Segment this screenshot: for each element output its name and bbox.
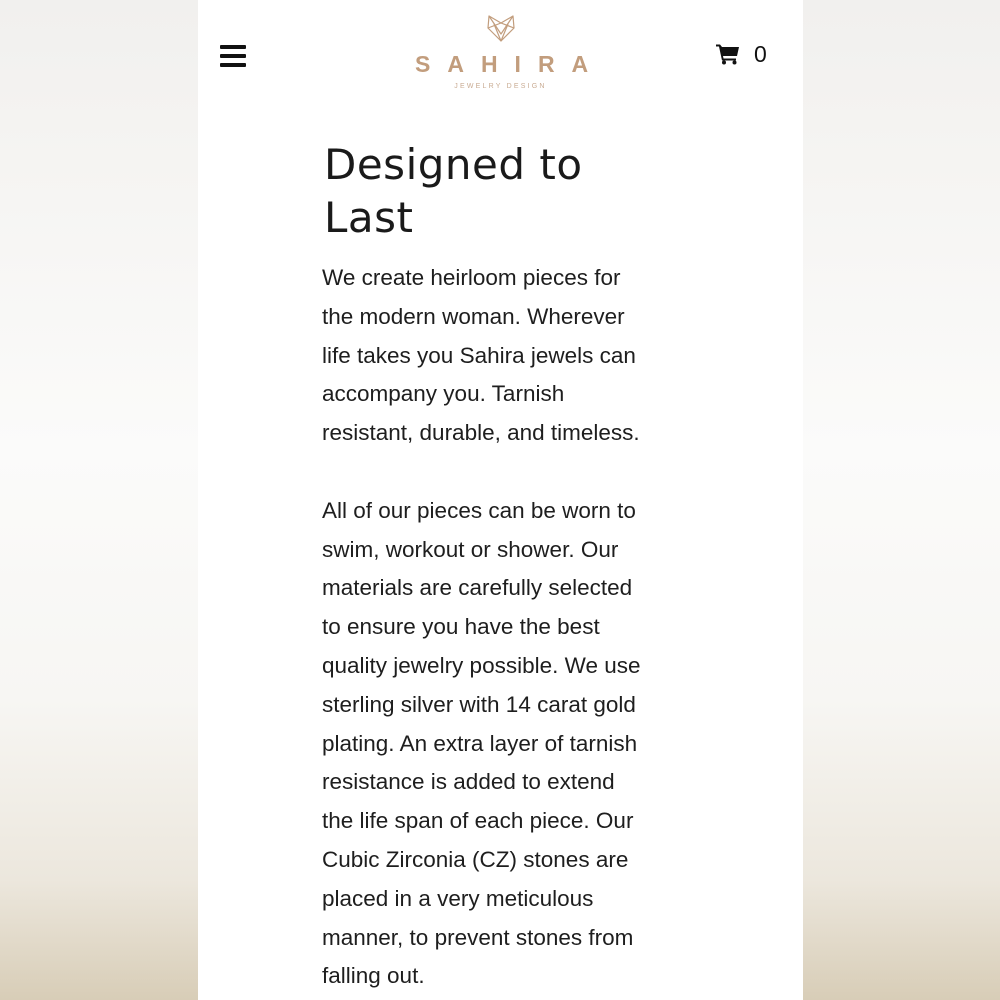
brand-tagline: JEWELRY DESIGN bbox=[454, 83, 547, 90]
intro-paragraph bbox=[322, 259, 692, 453]
text-line: manner, to prevent stones from bbox=[322, 924, 634, 950]
text-line: accompany you. Tarnish bbox=[322, 381, 565, 407]
hamburger-menu-icon bbox=[220, 45, 246, 49]
text-line: the modern woman. Wherever bbox=[322, 303, 625, 329]
geometric-fox-head-icon bbox=[486, 14, 516, 42]
text-line: the life span of each piece. Our bbox=[322, 808, 634, 834]
text-line: resistant, durable, and timeless. bbox=[322, 420, 640, 446]
cart-count: 0 bbox=[754, 41, 767, 67]
page-title-line: Last bbox=[324, 193, 414, 242]
text-line: swim, workout or shower. Our bbox=[322, 536, 619, 562]
hamburger-menu-icon-bar bbox=[220, 63, 246, 67]
main-content bbox=[322, 138, 692, 996]
materials-paragraph bbox=[322, 492, 692, 996]
text-line: resistance is added to extend bbox=[322, 769, 615, 795]
menu-button[interactable] bbox=[220, 45, 246, 67]
text-line: life takes you Sahira jewels can bbox=[322, 342, 636, 368]
text-line: to ensure you have the best bbox=[322, 614, 600, 640]
page-title bbox=[324, 138, 692, 244]
text-line: materials are carefully selected bbox=[322, 575, 633, 601]
text-line: All of our pieces can be worn to bbox=[322, 497, 636, 523]
cart-button[interactable] bbox=[716, 42, 767, 66]
text-line: plating. An extra layer of tarnish bbox=[322, 730, 638, 756]
brand-name: SAHIRA bbox=[415, 51, 606, 77]
page-title-line: Designed to bbox=[324, 140, 583, 189]
text-line: quality jewelry possible. We use bbox=[322, 652, 641, 678]
text-line: Cubic Zirconia (CZ) stones are bbox=[322, 846, 629, 872]
shopping-cart-icon bbox=[716, 43, 740, 65]
hamburger-menu-icon-bar bbox=[220, 54, 246, 58]
text-line: We create heirloom pieces for bbox=[322, 265, 621, 290]
text-line: sterling silver with 14 carat gold bbox=[322, 691, 636, 717]
brand-logo[interactable] bbox=[398, 14, 606, 91]
page-panel bbox=[198, 0, 803, 1000]
text-line: placed in a very meticulous bbox=[322, 885, 594, 911]
text-line: falling out. bbox=[322, 963, 425, 989]
